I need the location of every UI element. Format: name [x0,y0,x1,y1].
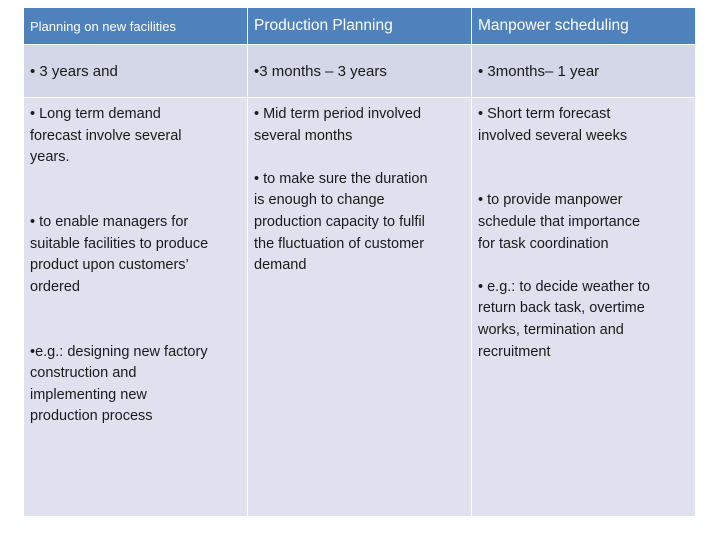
details-facilities [24,98,247,516]
forecast-line: • Short term forecast [478,106,611,122]
purpose-line: for task coordination [478,235,609,252]
header-production-planning: Production Planning [248,8,471,44]
purpose-line: • to enable managers for [30,213,189,230]
purpose-line: is enough to change [254,192,385,209]
purpose-line: schedule that importance [478,213,641,230]
example-line: recruitment [478,343,551,360]
details-manpower [472,98,695,516]
forecast-line: involved several weeks [478,127,628,144]
forecast-line: • Mid term period involved [254,106,422,122]
example-line: construction and [30,365,137,382]
purpose-line: the fluctuation of customer [254,235,425,252]
details-production [248,98,471,516]
example-line: production process [30,408,153,425]
forecast-line: forecast involve several [30,127,182,144]
forecast-line: years. [30,149,70,166]
purpose-line: • to provide manpower [478,192,623,209]
purpose-line: • to make sure the duration [254,170,428,187]
purpose-line: suitable facilities to produce [30,235,209,252]
example-line: implementing new [30,386,147,403]
example-line: return back task, overtime [478,300,645,317]
header-facilities: Planning on new facilities [24,8,247,44]
example-line: works, termination and [478,321,624,338]
purpose-line: production capacity to fulfil [254,213,425,230]
horizon-manpower: • 3months– 1 year [472,45,695,97]
horizon-production: •3 months – 3 years [248,45,471,97]
purpose-line: product upon customers’ [30,257,189,274]
planning-table [24,8,695,516]
purpose-line: ordered [30,278,80,295]
example-line: •e.g.: designing new factory [30,343,208,360]
purpose-line: demand [254,257,307,274]
forecast-line: • Long term demand [30,106,161,122]
forecast-line: several months [254,127,353,144]
horizon-facilities: • 3 years and [24,45,247,97]
header-manpower-scheduling: Manpower scheduling [472,8,695,44]
example-line: • e.g.: to decide weather to [478,278,650,295]
